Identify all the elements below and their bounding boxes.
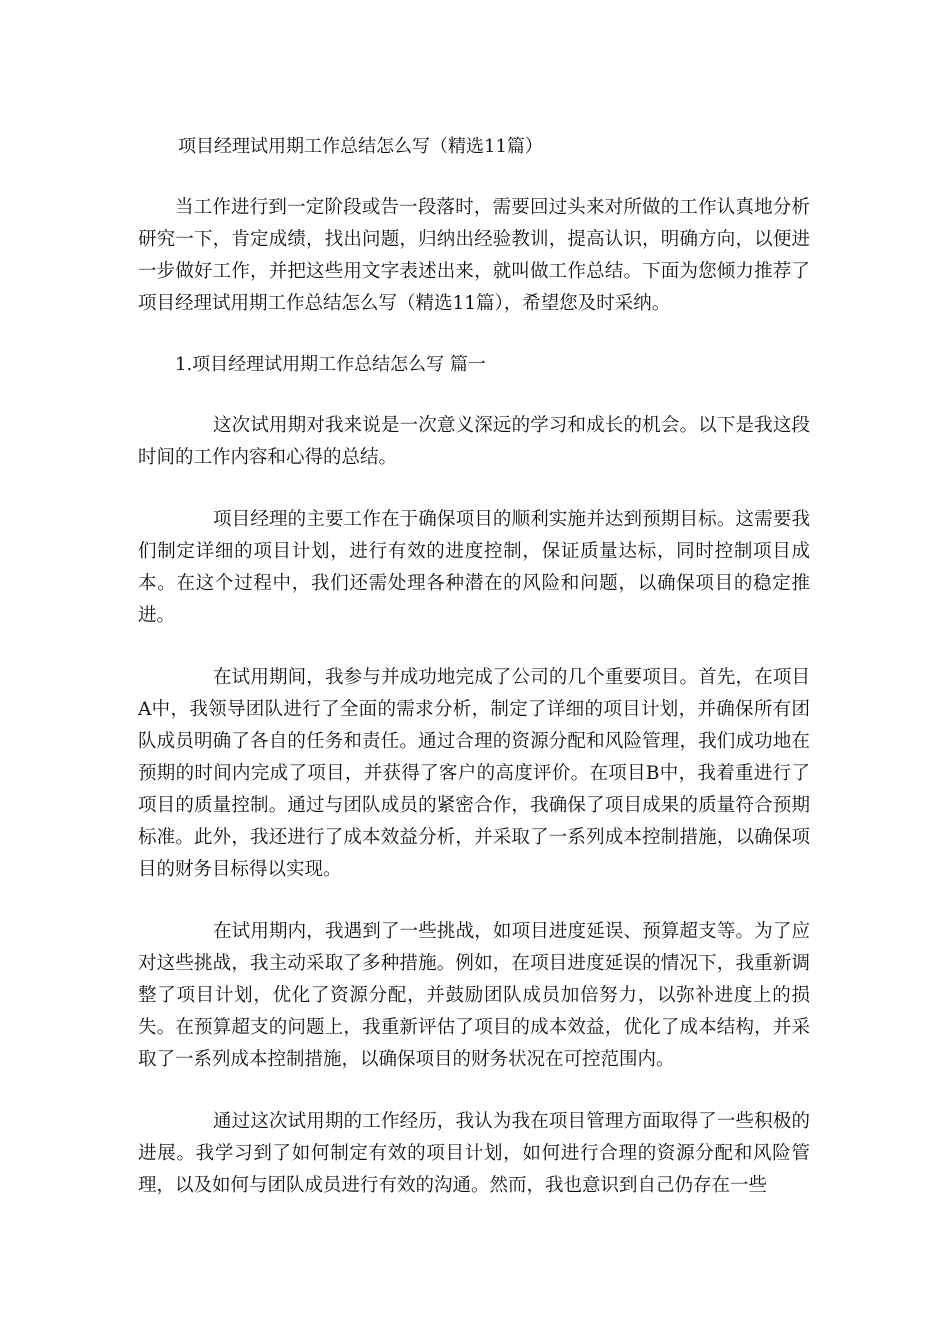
- body-paragraph-4: 在试用期内，我遇到了一些挑战，如项目进度延误、预算超支等。为了应对这些挑战，我主动采取了多种措施。例如，在项目进度延误的情况下，我重新调整了项目计划，优化了资源分配，并鼓励团队成员加倍努力，以弥补进度上的损失。在预算超支的问题上，我重新评估了项目的成本效益，优化了成本结构，并采取了一系列成本控制措施，以确保项目的财务状况在可控范围内。: [138, 921, 810, 1070]
- body-paragraph-3: 在试用期间，我参与并成功地完成了公司的几个重要项目。首先，在项目A中，我领导团队进行了全面的需求分析，制定了详细的项目计划，并确保所有团队成员明确了各自的任务和责任。通过合理的资源分配和风险管理，我们成功地在预期的时间内完成了项目，并获得了客户的高度评价。在项目B中，我着重进行了项目的质量控制。通过与团队成员的紧密合作，我确保了项目成果的质量符合预期标准。此外，我还进行了成本效益分析，并采取了一系列成本控制措施，以确保项目的财务目标得以实现。: [138, 667, 810, 880]
- body-paragraph-5: 通过这次试用期的工作经历，我认为我在项目管理方面取得了一些积极的进展。我学习到了如何制定有效的项目计划，如何进行合理的资源分配和风险管理，以及如何与团队成员进行有效的沟通。然而，我也意识到自己仍存在一些: [138, 1111, 810, 1196]
- section-heading: 1.项目经理试用期工作总结怎么写 篇一: [175, 354, 486, 375]
- intro-paragraph: 当工作进行到一定阶段或告一段落时，需要回过头来对所做的工作认真地分析研究一下，肯定成绩，找出问题，归纳出经验教训，提高认识，明确方向，以便进一步做好工作，并把这些用文字表述出来，就叫做工作总结。下面为您倾力推荐了项目经理试用期工作总结怎么写（精选11篇），希望您及时采纳。: [138, 197, 810, 314]
- document-title: 项目经理试用期工作总结怎么写（精选11篇）: [178, 136, 543, 157]
- body-paragraph-1: 这次试用期对我来说是一次意义深远的学习和成长的机会。以下是我这段时间的工作内容和心得的总结。: [138, 415, 810, 468]
- document-body: [138, 132, 810, 1232]
- body-paragraph-2: 项目经理的主要工作在于确保项目的顺利实施并达到预期目标。这需要我们制定详细的项目计划，进行有效的进度控制，保证质量达标，同时控制项目成本。在这个过程中，我们还需处理各种潜在的风险和问题，以确保项目的稳定推进。: [138, 509, 810, 626]
